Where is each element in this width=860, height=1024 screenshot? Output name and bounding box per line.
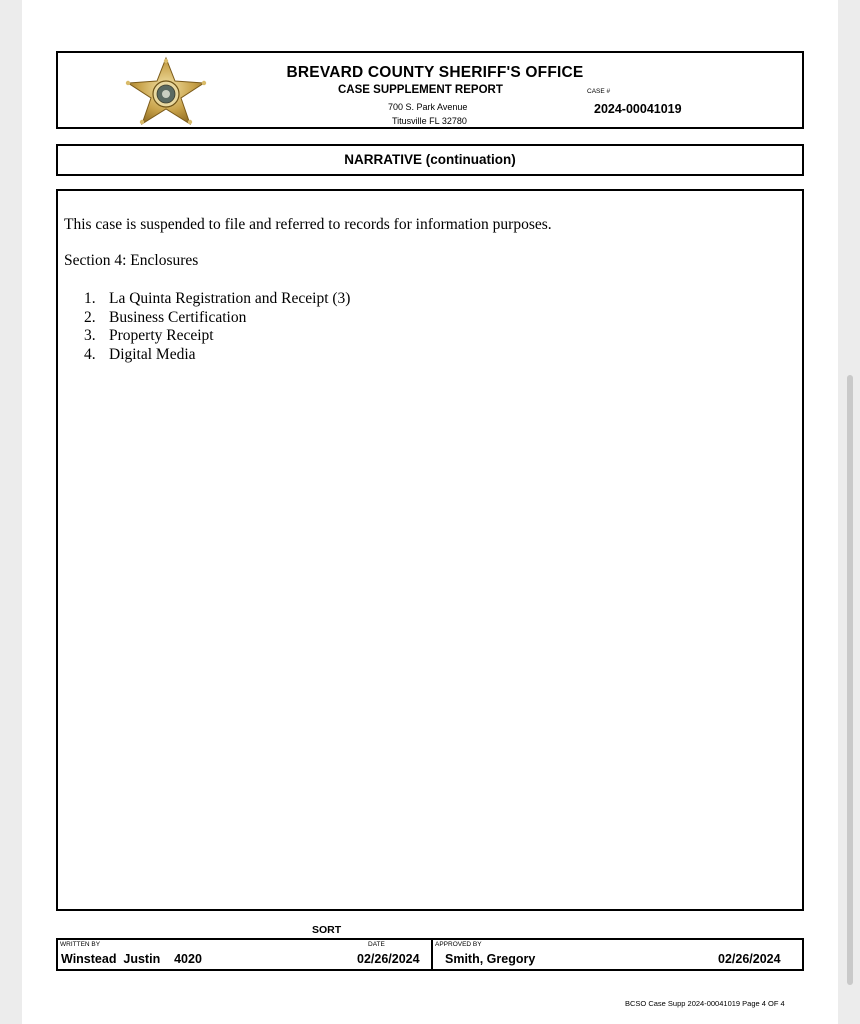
date-label: DATE bbox=[368, 941, 385, 948]
address-line-1: 700 S. Park Avenue bbox=[388, 102, 468, 112]
report-header bbox=[56, 51, 804, 129]
agency-name: BREVARD COUNTY SHERIFF'S OFFICE bbox=[286, 64, 584, 81]
list-item-text: Property Receipt bbox=[109, 327, 214, 344]
list-item-text: Business Certification bbox=[109, 308, 247, 326]
written-by-value: Winstead Justin 4020 bbox=[61, 952, 202, 966]
vertical-scrollbar[interactable] bbox=[847, 375, 853, 985]
list-item bbox=[84, 309, 350, 328]
list-item-text: Digital Media bbox=[109, 345, 196, 363]
list-item-number: 3. bbox=[84, 327, 96, 344]
list-item bbox=[84, 290, 350, 309]
page-number-footer: BCSO Case Supp 2024-00041019 Page 4 OF 4 bbox=[625, 999, 785, 1008]
narrative-section-title-box bbox=[56, 144, 804, 176]
list-item bbox=[84, 346, 350, 365]
list-item-number: 2. bbox=[84, 308, 96, 326]
list-item-number: 4. bbox=[84, 345, 96, 363]
list-item bbox=[84, 327, 350, 346]
written-date-value: 02/26/2024 bbox=[357, 952, 420, 966]
case-number-label: CASE # bbox=[587, 88, 611, 95]
approved-by-label: APPROVED BY bbox=[435, 941, 482, 948]
signature-footer bbox=[56, 938, 804, 971]
footer-divider bbox=[431, 940, 433, 969]
list-item-text: La Quinta Registration and Receipt (3) bbox=[109, 290, 351, 307]
case-number: 2024-00041019 bbox=[594, 102, 682, 116]
narrative-paragraph: This case is suspended to file and referred to records for information purposes. bbox=[64, 216, 552, 233]
approved-date-value: 02/26/2024 bbox=[718, 952, 781, 966]
report-title: CASE SUPPLEMENT REPORT bbox=[338, 84, 503, 96]
approved-by-value: Smith, Gregory bbox=[445, 952, 536, 966]
list-item-number: 1. bbox=[84, 290, 96, 307]
enclosures-list bbox=[84, 290, 350, 364]
narrative-title: NARRATIVE (continuation) bbox=[344, 152, 516, 167]
sort-label: SORT bbox=[312, 924, 342, 936]
document-page bbox=[22, 0, 838, 1024]
address-line-2: Titusville FL 32780 bbox=[392, 116, 467, 126]
narrative-body bbox=[56, 189, 804, 911]
section-heading: Section 4: Enclosures bbox=[64, 252, 199, 269]
written-by-label: WRITTEN BY bbox=[60, 941, 101, 948]
